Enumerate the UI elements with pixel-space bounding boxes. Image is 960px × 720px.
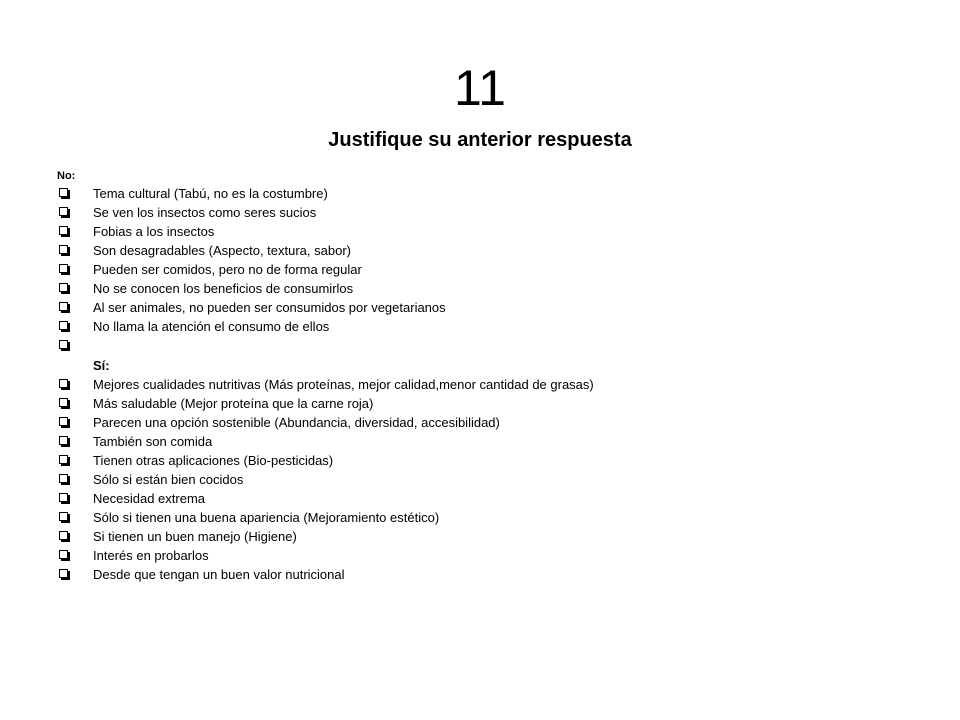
list-item-text: Son desagradables (Aspecto, textura, sabor) [93, 243, 351, 258]
list-item-text: Necesidad extrema [93, 491, 205, 506]
no-reasons-list [59, 184, 939, 355]
list-item [59, 432, 939, 451]
list-item-text: Sólo si tienen una buena apariencia (Mejoramiento estético) [93, 510, 440, 525]
checkbox-bullet-icon [59, 474, 68, 483]
checkbox-bullet-icon [59, 264, 68, 273]
checkbox-bullet-icon [59, 550, 68, 559]
list-item [59, 489, 939, 508]
slide-title: Justifique su anterior respuesta [328, 129, 632, 151]
checkbox-bullet-icon [59, 226, 68, 235]
list-item-text: Se ven los insectos como seres sucios [93, 205, 317, 220]
list-item-text: Si tienen un buen manejo (Higiene) [93, 529, 297, 544]
list-item [59, 394, 939, 413]
checkbox-bullet-icon [59, 379, 68, 388]
checkbox-bullet-icon [59, 340, 68, 349]
list-item-text: Tienen otras aplicaciones (Bio-pesticidas) [93, 453, 334, 468]
si-reasons-list [59, 375, 939, 584]
list-item [59, 527, 939, 546]
list-item-text: Más saludable (Mejor proteína que la carne roja) [93, 396, 374, 411]
slide-number: 11 [454, 60, 506, 116]
si-section-label: Sí: [93, 358, 110, 373]
checkbox-bullet-icon [59, 188, 68, 197]
no-section-label: No: [57, 170, 76, 182]
list-item-text: No se conocen los beneficios de consumirlos [93, 281, 354, 296]
list-item-text: Tema cultural (Tabú, no es la costumbre) [93, 186, 328, 201]
list-item-text: Desde que tengan un buen valor nutricional [93, 567, 345, 582]
list-item [59, 184, 939, 203]
list-item [59, 336, 939, 355]
list-item [59, 413, 939, 432]
list-item [59, 241, 939, 260]
list-item-text: Al ser animales, no pueden ser consumidos por vegetarianos [93, 300, 446, 315]
list-item-text: Pueden ser comidos, pero no de forma regular [93, 262, 362, 277]
list-item-text: Mejores cualidades nutritivas (Más proteínas, mejor calidad,menor cantidad de grasas) [93, 377, 594, 392]
list-item [59, 279, 939, 298]
list-item-text: Parecen una opción sostenible (Abundancia, diversidad, accesibilidad) [93, 415, 500, 430]
list-item [59, 470, 939, 489]
checkbox-bullet-icon [59, 302, 68, 311]
checkbox-bullet-icon [59, 417, 68, 426]
checkbox-bullet-icon [59, 569, 68, 578]
list-item [59, 222, 939, 241]
list-item [59, 508, 939, 527]
checkbox-bullet-icon [59, 283, 68, 292]
checkbox-bullet-icon [59, 455, 68, 464]
list-item [59, 375, 939, 394]
list-item-text: No llama la atención el consumo de ellos [93, 319, 330, 334]
list-item [59, 298, 939, 317]
checkbox-bullet-icon [59, 493, 68, 502]
list-item-text: Interés en probarlos [93, 548, 209, 563]
checkbox-bullet-icon [59, 321, 68, 330]
checkbox-bullet-icon [59, 398, 68, 407]
list-item-text: Sólo si están bien cocidos [93, 472, 244, 487]
checkbox-bullet-icon [59, 512, 68, 521]
checkbox-bullet-icon [59, 245, 68, 254]
list-item [59, 565, 939, 584]
list-item [59, 451, 939, 470]
list-item [59, 260, 939, 279]
checkbox-bullet-icon [59, 436, 68, 445]
list-item [59, 546, 939, 565]
list-item-text: Fobias a los insectos [93, 224, 215, 239]
checkbox-bullet-icon [59, 531, 68, 540]
list-item [59, 317, 939, 336]
checkbox-bullet-icon [59, 207, 68, 216]
list-item [59, 203, 939, 222]
list-item-text: También son comida [93, 434, 213, 449]
